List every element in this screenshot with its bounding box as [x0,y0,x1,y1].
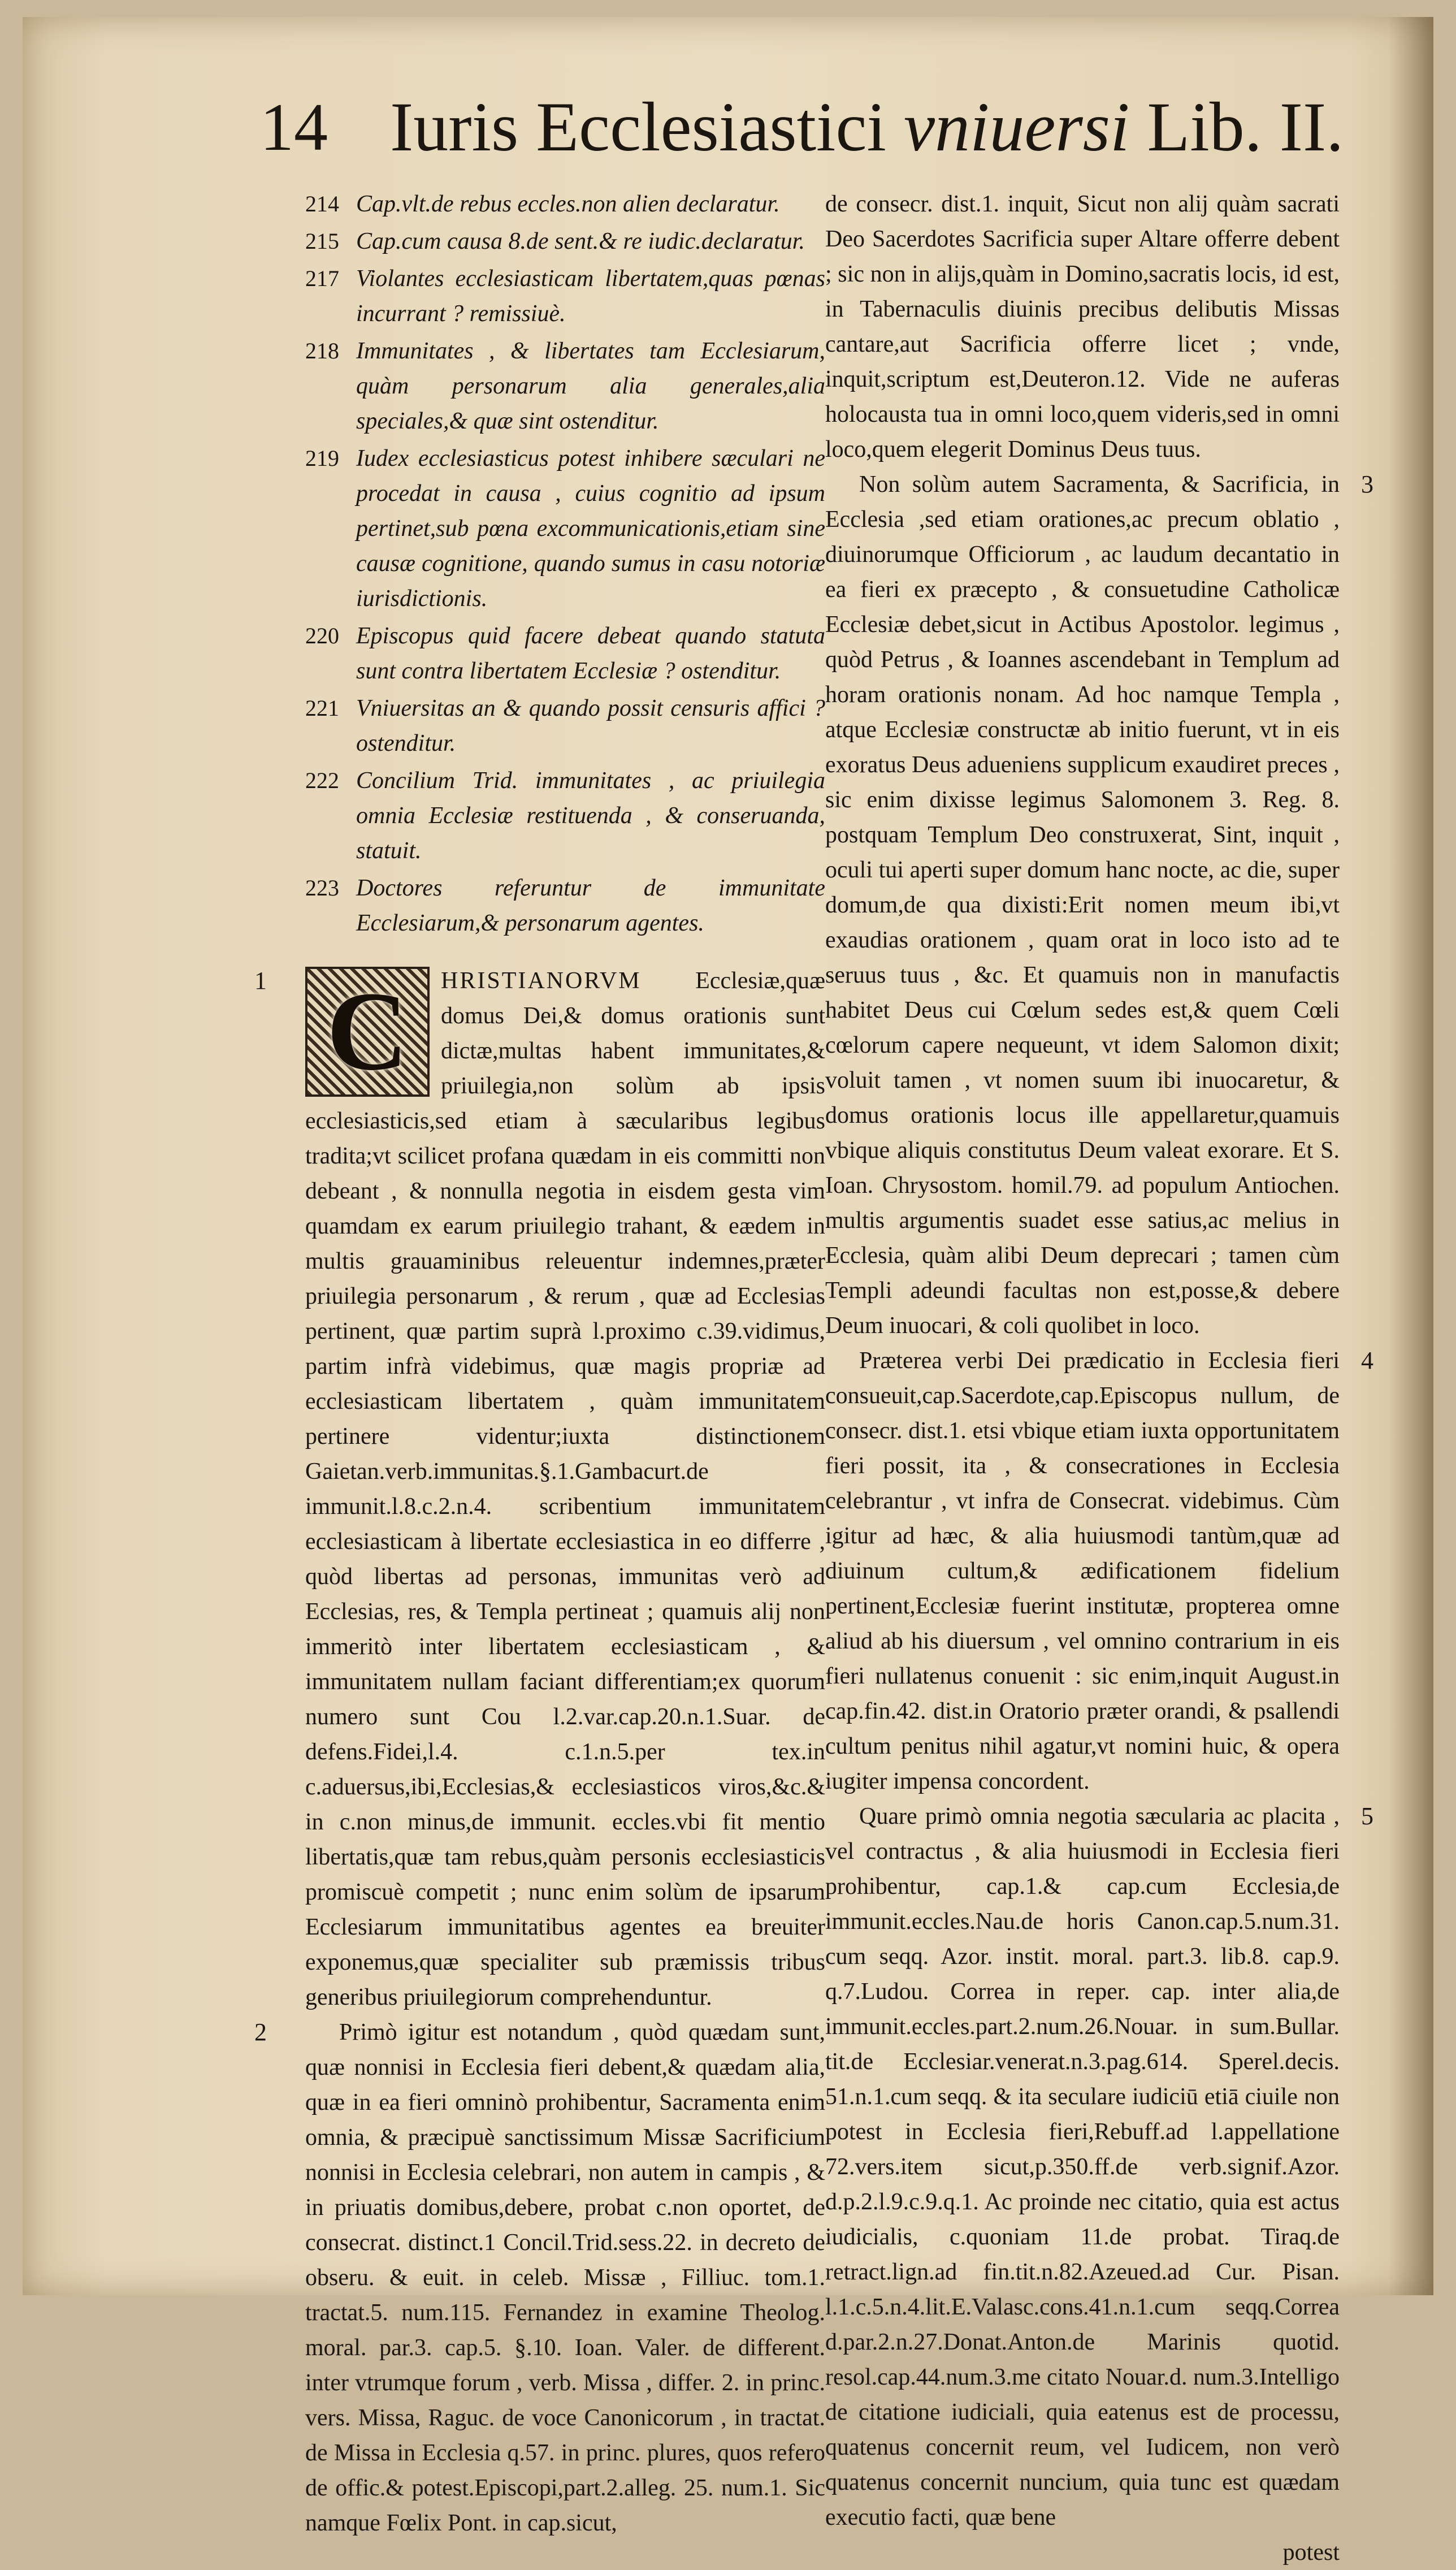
opening-word: HRISTIANORVM [441,968,642,994]
right-column [825,187,1373,2570]
index-number: 217 [305,266,339,291]
margin-number: 4 [1361,1347,1373,1374]
margin-number: 1 [254,967,267,994]
running-title-part-a: Iuris Ecclesiastici [390,88,886,166]
index-item [305,187,825,222]
margin-number: 5 [1361,1802,1373,1830]
index-text: Iudex ecclesiasticus potest inhibere sæculari ne procedat in causa , cuius cognitio ad ipsum pertinet,sub pœna excommunicationis,etiam sine causæ cognitione, quando sumus in casu notoriæ iurisdictionis. [356,445,825,612]
index-number: 220 [305,623,339,648]
index-number: 214 [305,191,339,217]
chapter-opening [254,963,825,2015]
summary-index [305,187,825,941]
index-number: 219 [305,445,339,471]
index-item [305,763,825,868]
paragraph-block [825,1799,1373,2535]
index-text: Immunitates , & libertates tam Ecclesiarum, quàm personarum alia generales,alia speciales,& quæ sint ostenditur. [356,338,825,434]
index-text: Cap.vlt.de rebus eccles.non alien declaratur. [356,191,780,217]
index-number: 221 [305,695,339,721]
paragraph: Non solùm autem Sacramenta, & Sacrificia, in Ecclesia ,sed etiam orationes,ac precum oblatio , diuinorumque Officiorum , ac laudum decantatio in ea fieri ex præcepto , & consuetudine Catholicæ Ecclesiæ debet,sicut in Actibus Apostolor. legimus , quòd Petrus , & Ioannes ascendebant in Templum ad horam orationis nonam. Ad hoc namque Templa , atque Ecclesiæ constructæ ab initio fuerunt, vt in eis exoratus Deus adueniens supplicum exaudiret preces , sic enim dixisse legimus Salomonem 3. Reg. 8. postquam Templum Deo construxerat, Sint, inquit , oculi tui aperti super domum hanc nocte, ac die, super domum,de qua dixisti:Erit nomen meum ibi,vt exaudias orationem , quam orat in loco isto ad te seruus tuus , &c. Et quamuis non in manufactis habitet Deus cui Cœlum sedes est,& quem Cœli cœlorum capere nequeunt, vt idem Salomon dixit; voluit tamen , vt nomen suum ibi inuocaretur, & domus orationis locus ille appellaretur,quamuis vbique aliquis constitutus Deum valeat exorare. Et S. Ioan. Chrysostom. homil.79. ad populum Antiochen. multis argumentis suadet esse satius,ac melius in Ecclesia, quàm alibi Deum deprecari ; tamen cùm Templi adeundi facultas non est,posse,& debere Deum inuocari, & coli quolibet in loco. [825,471,1340,1339]
paragraph [305,963,825,2015]
index-text: Cap.cum causa 8.de sent.& re iudic.declaratur. [356,228,805,254]
paragraph: Quare primò omnia negotia sæcularia ac placita , vel contractus , & alia huiusmodi in Ecclesia fieri prohibentur, cap.1.& cap.cum Ecclesia,de immunit.eccles.Nau.de horis Canon.cap.5.num.31. cum seqq. Azor. instit. moral. part.3. lib.8. cap.9. q.7.Ludou. Correa in reper. cap. inter alia,de immunit.eccles.part.2.num.26.Nouar. in sum.Bullar. tit.de Ecclesiar.venerat.n.3.pag.614. Sperel.decis. 51.n.1.cum seqq. & ita seculare iudiciū etiā ciuile non potest in Ecclesia fieri,Rebuff.ad l.appellatione 72.vers.item sicut,p.350.ff.de verb.signif.Azor. d.p.2.l.9.c.9.q.1. Ac proinde nec citatio, quia est actus iudicialis, c.quoniam 11.de probat. Tiraq.de retract.lign.ad fin.tit.n.82.Azeued.ad Cur. Pisan. l.1.c.5.n.4.lit.E.Valasc.cons.41.n.1.cum seqq.Correa d.par.2.n.27.Donat.Anton.de Marinis quotid. resol.cap.44.num.3.me citato Nouar.d. num.3.Intelligo de citatione iudiciali, quia eatenus est de processu, quatenus concernit reum, vel Iudicem, non verò quatenus concernit nuncium, quia tunc est quædam executio facti, quæ bene [825,1803,1340,2530]
index-item [305,261,825,331]
index-number: 215 [305,228,339,254]
paragraph-block [825,1343,1373,1799]
index-text: Concilium Trid. immunitates , ac priuilegia omnia Ecclesiæ restituenda , & conseruanda, statuit. [356,768,825,864]
paragraph-block [825,467,1373,1343]
left-column [254,187,825,2541]
index-item [305,691,825,761]
running-title-part-c: Lib. II. [1147,88,1344,166]
running-title-part-b: vniuersi [886,88,1147,166]
page-number: 14 [260,89,328,165]
index-item [305,441,825,616]
catchword: potest [1282,2539,1340,2565]
paragraph-block [254,2015,825,2541]
index-number: 218 [305,338,339,364]
index-number: 222 [305,768,339,793]
index-item [305,224,825,259]
paragraph: de consecr. dist.1. inquit, Sicut non alij quàm sacrati Deo Sacerdotes Sacrificia super Altare offerre debent ; sic non in alijs,quàm in Domino,sacratis locis, id est, in Tabernaculis diuinis precibus delibutis Missas cantare,aut Sacrificia offerre licet ; vnde, inquit,scriptum est,Deuteron.12. Vide ne auferas holocausta tua in omni loco,quem videris,sed in omni loco,quem elegerit Dominus Deus tuus. [825,191,1340,462]
index-text: Violantes ecclesiasticam libertatem,quas pœnas incurrant ? remissiuè. [356,266,825,327]
index-item [305,871,825,941]
margin-number: 3 [1361,470,1373,498]
margin-number: 2 [254,2018,267,2046]
index-text: Vniuersitas an & quando possit censuris affici ? ostenditur. [356,695,825,756]
paragraph-text: Ecclesiæ,quæ domus Dei,& domus orationis sunt dictæ,multas habent immunitates,& priuilegia,non solùm ab ipsis ecclesiasticis,sed etiam à sæcularibus legibus tradita;vt scilicet profana quædam in eis committi non debeant , & nonnulla negotia in eisdem gesta vim quamdam ex earum priuilegio trahant, & eædem in multis grauaminibus releuentur indemnes,præter priuilegia personarum , & rerum , quæ ad Ecclesias pertinent, quæ partim suprà l.proximo c.39.vidimus, partim infrà videbimus, quæ magis propriæ ad ecclesiasticam libertatem , quàm immunitatem pertinere videntur;iuxta distinctionem Gaietan.verb.immunitas.§.1.Gambacurt.de immunit.l.8.c.2.n.4. scribentium immunitatem ecclesiasticam à libertate ecclesiastica in eo differre , quòd libertas ad personas, immunitas verò ad Ecclesias, res, & Templa pertineat ; quamuis alij non immeritò inter libertatem ecclesiasticam , & immunitatem nullam faciant differentiam;ex quorum numero sunt Cou l.2.var.cap.20.n.1.Suar. de defens.Fidei,l.4. c.1.n.5.per tex.in c.aduersus,ibi,Ecclesias,& ecclesiasticos viros,&c.& in c.non minus,de immunit. eccles.vbi fit mentio libertatis,quæ tam rebus,quàm personis ecclesiasticis promiscuè competit ; nunc enim solùm de ipsarum Ecclesiarum immunitatibus agentes ea breuiter exponemus,quæ specialiter sub præmissis tribus generibus priuilegiorum comprehenduntur. [305,968,825,2010]
paragraph: Primò igitur est notandum , quòd quædam sunt, quæ nonnisi in Ecclesia fieri debent,& quædam alia, quæ in ea fieri omninò prohibentur, Sacramenta enim omnia, & præcipuè sanctissimum Missæ Sacrificium nonnisi in Ecclesia celebrari, non autem in campis , & in priuatis domibus,debere, probat c.non oportet, de consecrat. distinct.1 Concil.Trid.sess.22. in decreto de obseru. & euit. in celeb. Missæ , Filliuc. tom.1. tractat.5. num.115. Fernandez in examine Theolog. moral. par.3. cap.5. §.10. Ioan. Valer. de different. inter vtrumque forum , verb. Missa , differ. 2. in princ. vers. Missa, Raguc. de voce Canonicorum , in tractat. de Missa in Ecclesia q.57. in princ. plures, quos refero de offic.& potest.Episcopi,part.2.alleg. 25. num.1. Sic namque Fœlix Pont. in cap.sicut, [305,2019,825,2536]
initial-letter: C [326,969,409,1094]
index-number: 223 [305,875,339,901]
index-text: Episcopus quid facere debeat quando statuta sunt contra libertatem Ecclesiæ ? ostenditur. [356,623,825,684]
running-title [390,85,1344,170]
running-header [260,85,1344,170]
index-text: Doctores referuntur de immunitate Ecclesiarum,& personarum agentes. [356,875,825,936]
index-item [305,618,825,689]
book-page [23,17,1433,2565]
decorated-initial [305,967,430,1097]
index-item [305,334,825,439]
paragraph: Præterea verbi Dei prædicatio in Ecclesia fieri consueuit,cap.Sacerdote,cap.Episcopus nullum, de consecr. dist.1. etsi vbique etiam iuxta opportunitatem fieri possit, ita , & consecrationes in Ecclesia celebrantur , vt infra de Consecrat. videbimus. Cùm igitur ad hæc, & alia huiusmodi tantùm,quæ ad diuinum cultum,& ædificationem fidelium pertinent,Ecclesiæ fuerint institutæ, propterea omne aliud ab his diuersum , vel omnino contrarium in eis fieri nullatenus conuenit : sic enim,inquit August.in cap.fin.42. dist.in Oratorio præter orandi, & psallendi cultum penitus nihil agatur,vt nomini huic, & opera iugiter impensa concordent. [825,1348,1340,1794]
gutter-shadow [1388,17,1433,2295]
